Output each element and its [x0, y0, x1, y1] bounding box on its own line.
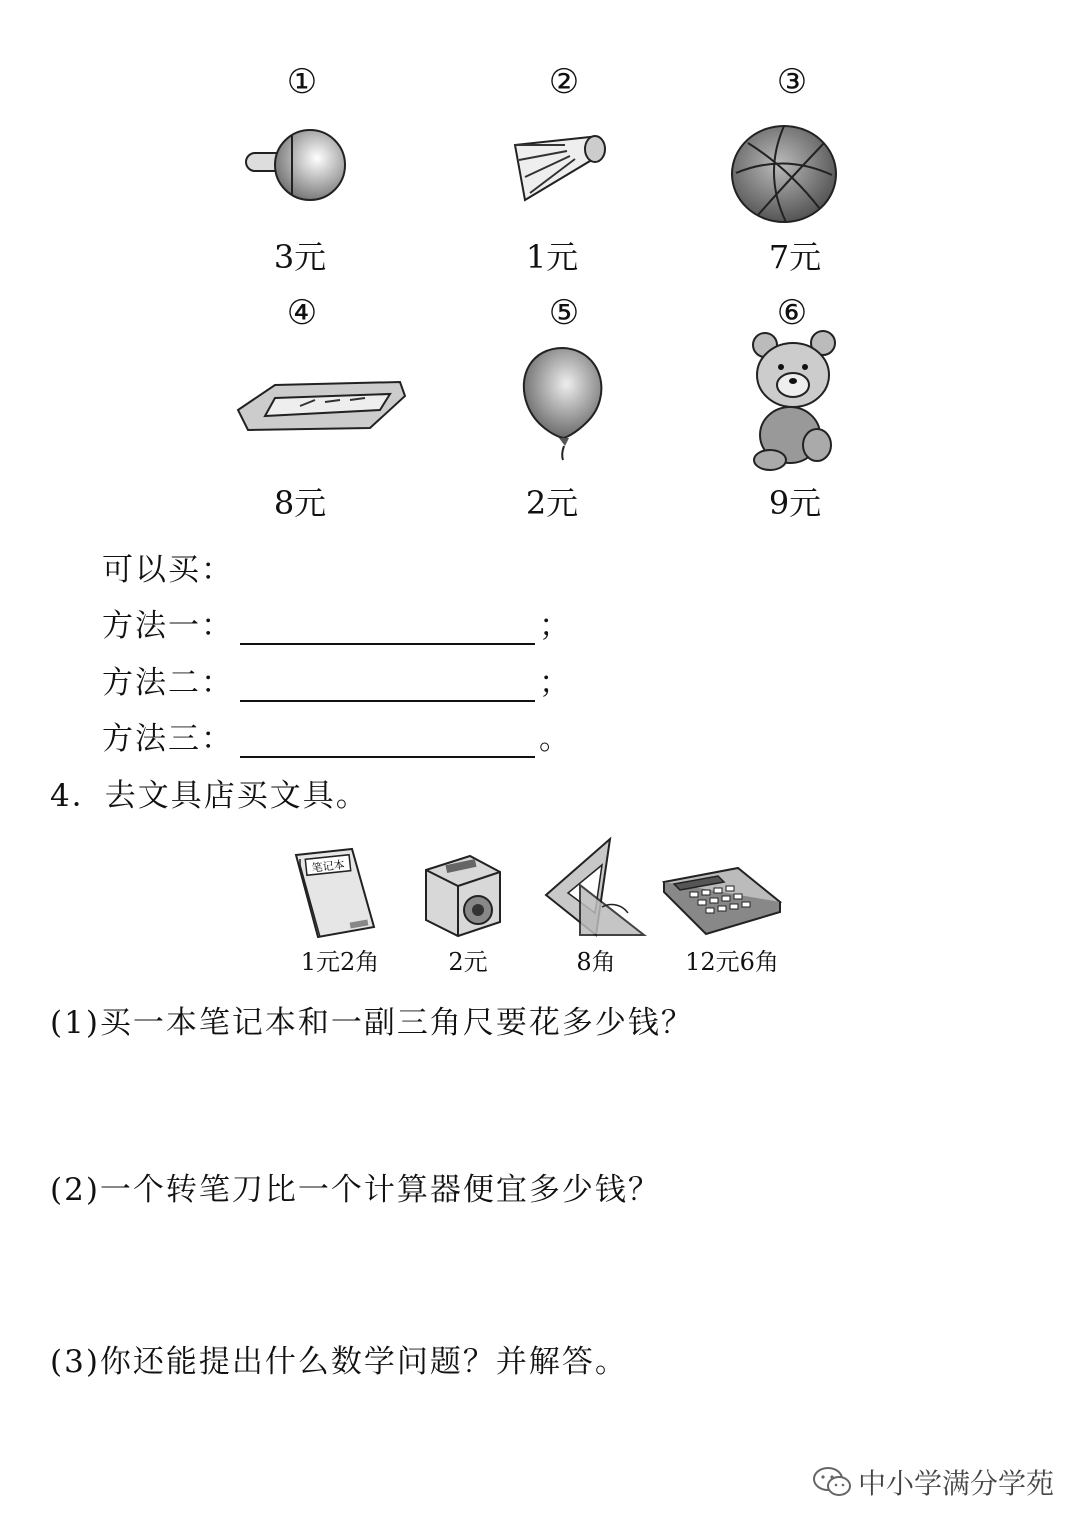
price-label-5: 2元	[525, 484, 579, 522]
item-number-3: ③	[776, 62, 808, 102]
method-3-end: 。	[539, 721, 572, 757]
can-buy-label: 可以买：	[102, 552, 234, 588]
stationery-price-sharpener: 2元	[448, 948, 488, 976]
sub-question-1: (1)买一本笔记本和一副三角尺要花多少钱？	[50, 1005, 694, 1041]
method-1-blank[interactable]	[240, 613, 535, 645]
sub-question-2: (2)一个转笔刀比一个计算器便宜多少钱？	[50, 1172, 661, 1208]
pencil-sharpener-icon	[418, 850, 506, 940]
notebook-icon	[290, 845, 380, 940]
price-label-6: 9元	[768, 484, 822, 522]
pencil-case-icon	[230, 370, 410, 440]
ping-pong-paddle-icon	[240, 125, 350, 210]
calculator-icon	[660, 862, 785, 940]
method-1-line	[102, 600, 572, 645]
sub-question-3: (3)你还能提出什么数学问题？并解答。	[50, 1344, 628, 1380]
question-4-title: 4．去文具店买文具。	[50, 778, 369, 814]
method-3-label: 方法三：	[102, 721, 234, 757]
method-2-line	[102, 657, 572, 702]
item-number-5: ⑤	[548, 293, 580, 333]
method-3-line	[102, 713, 572, 758]
notebook-cover-text: 笔记本	[311, 858, 346, 875]
method-2-end: ；	[539, 665, 572, 701]
price-label-2: 1元	[525, 238, 579, 276]
method-1-end: ；	[539, 608, 572, 644]
method-1-label: 方法一：	[102, 608, 234, 644]
item-number-1: ①	[286, 62, 318, 102]
price-label-3: 7元	[768, 238, 822, 276]
shuttlecock-icon	[505, 125, 610, 205]
stationery-price-notebook: 1元2角	[300, 948, 380, 976]
balloon-icon	[515, 342, 610, 462]
wechat-icon	[812, 1465, 852, 1499]
method-2-blank[interactable]	[240, 670, 535, 702]
price-label-4: 8元	[273, 484, 327, 522]
method-3-blank[interactable]	[240, 726, 535, 758]
method-2-label: 方法二：	[102, 665, 234, 701]
watermark-text: 中小学满分学苑	[858, 1467, 1055, 1500]
basketball-icon	[728, 123, 840, 225]
price-label-1: 3元	[273, 238, 327, 276]
stationery-price-ruler: 8角	[576, 948, 616, 976]
watermark	[812, 1462, 1054, 1502]
item-number-4: ④	[286, 293, 318, 333]
item-number-2: ②	[548, 62, 580, 102]
stationery-price-calculator: 12元6角	[685, 948, 779, 976]
teddy-bear-icon	[745, 325, 840, 473]
triangle-ruler-icon	[540, 835, 650, 940]
item-number-6: ⑥	[776, 293, 808, 333]
